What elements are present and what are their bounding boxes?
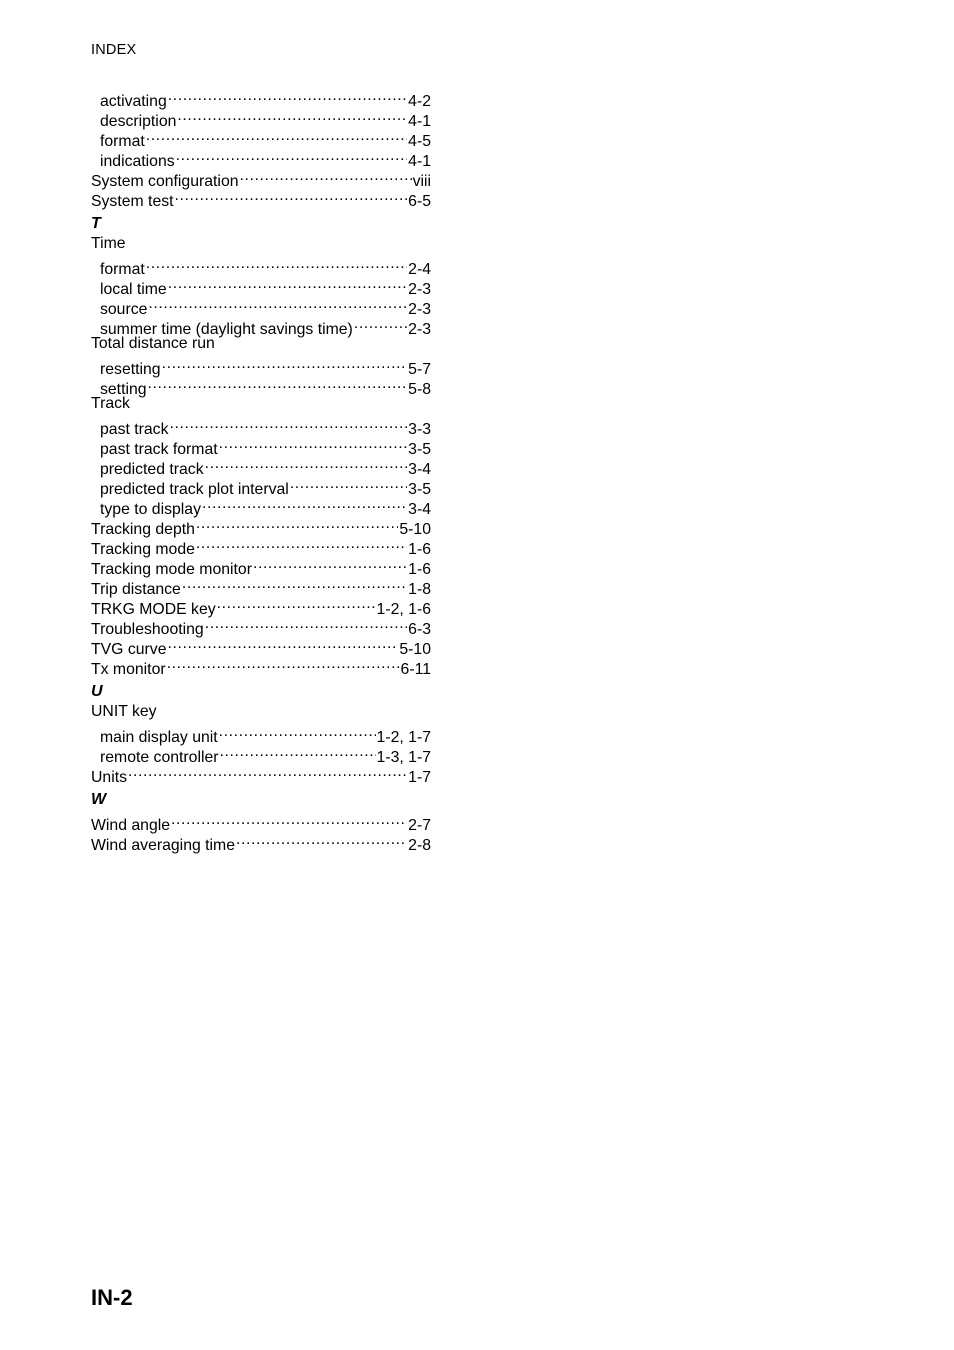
dot-leader	[253, 554, 407, 574]
entry-page-ref: 6-5	[408, 193, 431, 210]
entry-page-ref: 1-6	[408, 541, 431, 558]
section-letter: U	[91, 683, 103, 700]
dot-leader	[146, 126, 407, 146]
entry-term: main display unit	[100, 729, 218, 746]
dot-leader	[177, 106, 407, 126]
index-heading: Time	[91, 235, 126, 252]
index-heading: UNIT key	[91, 703, 157, 720]
entry-term: past track	[100, 421, 169, 438]
entry-page-ref: 2-4	[408, 261, 431, 278]
entry-page-ref: 4-1	[408, 153, 431, 170]
dot-leader	[148, 294, 407, 314]
entry-page-ref: 3-4	[408, 501, 431, 518]
entry-term: activating	[100, 93, 167, 110]
index-subentry	[91, 414, 431, 438]
dot-leader	[168, 634, 399, 654]
dot-leader	[176, 146, 408, 166]
entry-page-ref: 3-5	[408, 481, 431, 498]
dot-leader	[219, 722, 376, 742]
entry-page-ref: viii	[412, 173, 431, 190]
entry-page-ref: 6-11	[400, 661, 431, 678]
dot-leader	[169, 414, 407, 434]
dot-leader	[162, 354, 408, 374]
section-letter: W	[91, 791, 107, 808]
entry-term: predicted track	[100, 461, 204, 478]
dot-leader	[220, 742, 376, 762]
entry-term: resetting	[100, 361, 161, 378]
index-subentry	[91, 722, 431, 746]
entry-page-ref: 5-10	[399, 641, 431, 658]
dot-leader	[205, 614, 407, 634]
index-heading: Total distance run	[91, 335, 215, 352]
entry-page-ref: 6-3	[408, 621, 431, 638]
entry-page-ref: 4-2	[408, 93, 431, 110]
entry-term: remote controller	[100, 749, 219, 766]
entry-page-ref: 5-8	[408, 381, 431, 398]
entry-term: format	[100, 133, 145, 150]
entry-page-ref: 3-3	[408, 421, 431, 438]
entry-page-ref: 4-1	[408, 113, 431, 130]
dot-leader	[182, 574, 407, 594]
dot-leader	[128, 762, 407, 782]
entry-term: TRKG MODE key	[91, 601, 216, 618]
running-head: INDEX	[91, 42, 137, 58]
entry-page-ref: 5-7	[408, 361, 431, 378]
entry-term: Tracking depth	[91, 521, 195, 538]
entry-term: Units	[91, 769, 127, 786]
dot-leader	[175, 186, 408, 206]
entry-term: TVG curve	[91, 641, 167, 658]
entry-page-ref: 2-7	[408, 817, 431, 834]
entry-term: type to display	[100, 501, 201, 518]
dot-leader	[217, 594, 376, 614]
dot-leader	[236, 830, 407, 850]
dot-leader	[196, 534, 407, 554]
dot-leader	[167, 654, 400, 674]
entry-term: Tx monitor	[91, 661, 166, 678]
entry-page-ref: 2-3	[408, 321, 431, 338]
entry-page-ref: 2-3	[408, 281, 431, 298]
entry-page-ref: 1-2, 1-6	[376, 601, 431, 618]
entry-term: summer time (daylight savings time)	[100, 321, 353, 338]
index-heading: Track	[91, 395, 130, 412]
entry-page-ref: 1-6	[408, 561, 431, 578]
entry-term: System configuration	[91, 173, 239, 190]
dot-leader	[240, 166, 412, 186]
entry-term: Troubleshooting	[91, 621, 204, 638]
entry-term: description	[100, 113, 177, 130]
page-number: IN-2	[91, 1285, 133, 1310]
dot-leader	[171, 810, 407, 830]
entry-term: Tracking mode	[91, 541, 195, 558]
section-letter: T	[91, 215, 101, 232]
dot-leader	[168, 86, 407, 106]
dot-leader	[196, 514, 398, 534]
entry-page-ref: 1-2, 1-7	[376, 729, 431, 746]
index-entry	[91, 810, 431, 834]
entry-term: format	[100, 261, 145, 278]
index-subentry	[91, 354, 431, 378]
entry-term: indications	[100, 153, 175, 170]
entry-page-ref: 1-3, 1-7	[376, 749, 431, 766]
dot-leader	[205, 454, 408, 474]
entry-term: Wind angle	[91, 817, 171, 834]
entry-page-ref: 3-5	[408, 441, 431, 458]
entry-page-ref: 3-4	[408, 461, 431, 478]
dot-leader	[148, 374, 408, 394]
entry-term: Tracking mode monitor	[91, 561, 252, 578]
entry-term: System test	[91, 193, 174, 210]
dot-leader	[354, 314, 407, 334]
entry-page-ref: 4-5	[408, 133, 431, 150]
index-entry	[91, 762, 431, 786]
entry-term: Trip distance	[91, 581, 181, 598]
entry-term: Wind averaging time	[91, 837, 235, 854]
entry-term: predicted track plot interval	[100, 481, 289, 498]
dot-leader	[202, 494, 407, 514]
index-subentry	[91, 86, 431, 110]
entry-page-ref: 1-8	[408, 581, 431, 598]
entry-term: local time	[100, 281, 167, 298]
dot-leader	[168, 274, 407, 294]
entry-page-ref: 1-7	[408, 769, 431, 786]
dot-leader	[146, 254, 407, 274]
index-subentry	[91, 254, 431, 278]
entry-page-ref: 2-3	[408, 301, 431, 318]
dot-leader	[290, 474, 407, 494]
dot-leader	[219, 434, 408, 454]
entry-term: source	[100, 301, 148, 318]
entry-term: setting	[100, 381, 147, 398]
index-column	[91, 86, 431, 854]
entry-page-ref: 5-10	[399, 521, 431, 538]
entry-page-ref: 2-8	[408, 837, 431, 854]
entry-term: past track format	[100, 441, 218, 458]
